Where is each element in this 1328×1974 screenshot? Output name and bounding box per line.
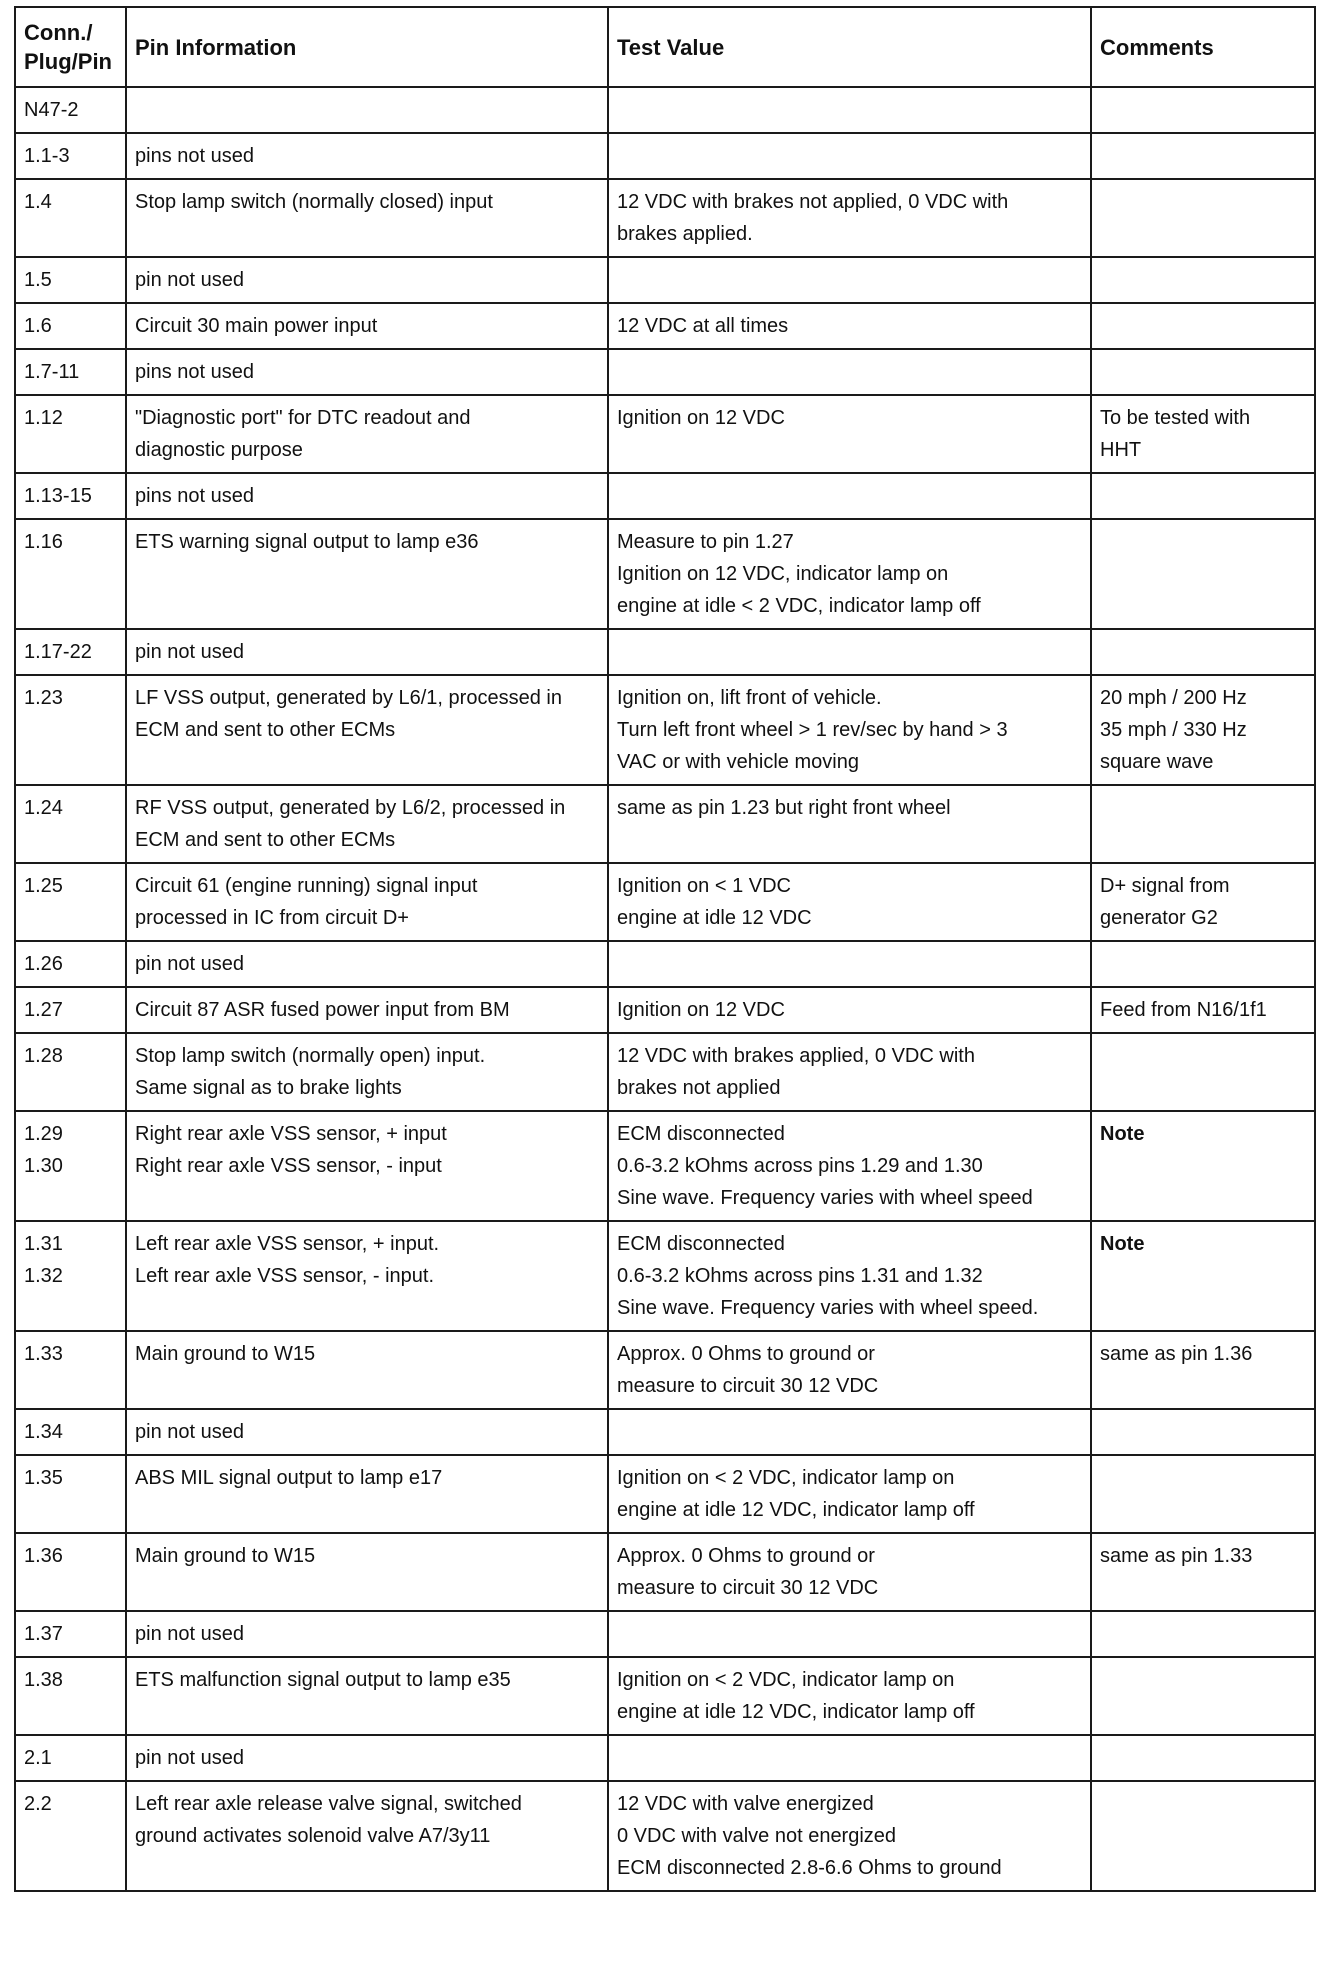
pin-info-cell: pins not used xyxy=(126,349,608,395)
pin-cell: 1.28 xyxy=(15,1033,126,1111)
table-row xyxy=(15,519,1315,629)
test-value-cell: Ignition on 12 VDC xyxy=(608,395,1091,473)
comments-cell xyxy=(1091,519,1315,629)
comments-cell xyxy=(1091,179,1315,257)
table-row xyxy=(15,349,1315,395)
test-value-cell xyxy=(608,941,1091,987)
pin-info-cell: Left rear axle release valve signal, switched ground activates solenoid valve A7/3y11 xyxy=(126,1781,608,1891)
test-value-cell xyxy=(608,1611,1091,1657)
pin-info-cell: Stop lamp switch (normally open) input. Same signal as to brake lights xyxy=(126,1033,608,1111)
pin-info-cell: RF VSS output, generated by L6/2, processed in ECM and sent to other ECMs xyxy=(126,785,608,863)
table-row xyxy=(15,1657,1315,1735)
test-value-cell: 12 VDC at all times xyxy=(608,303,1091,349)
pin-info-cell: Main ground to W15 xyxy=(126,1533,608,1611)
comments-cell xyxy=(1091,303,1315,349)
pin-info-cell: pin not used xyxy=(126,1735,608,1781)
pin-info-cell: ETS warning signal output to lamp e36 xyxy=(126,519,608,629)
comments-cell xyxy=(1091,1657,1315,1735)
table-row xyxy=(15,1611,1315,1657)
comments-cell xyxy=(1091,349,1315,395)
comments-cell xyxy=(1091,257,1315,303)
pin-info-cell: Right rear axle VSS sensor, + input Right rear axle VSS sensor, - input xyxy=(126,1111,608,1221)
comments-cell: To be tested with HHT xyxy=(1091,395,1315,473)
table-row xyxy=(15,1455,1315,1533)
header-row xyxy=(15,7,1315,87)
test-value-cell xyxy=(608,257,1091,303)
pin-info-cell: pins not used xyxy=(126,473,608,519)
test-value-cell xyxy=(608,87,1091,133)
comments-cell xyxy=(1091,1409,1315,1455)
pin-table xyxy=(14,6,1316,1892)
table-row xyxy=(15,179,1315,257)
pin-cell: 1.37 xyxy=(15,1611,126,1657)
pin-cell: 1.34 xyxy=(15,1409,126,1455)
table-body xyxy=(15,87,1315,1891)
table-row xyxy=(15,1781,1315,1891)
comments-cell: Feed from N16/1f1 xyxy=(1091,987,1315,1033)
table-row xyxy=(15,1221,1315,1331)
test-value-cell: Ignition on, lift front of vehicle. Turn left front wheel > 1 rev/sec by hand > 3 VAC or with vehicle moving xyxy=(608,675,1091,785)
pin-cell: 1.1-3 xyxy=(15,133,126,179)
test-value-cell: ECM disconnected 0.6-3.2 kOhms across pins 1.31 and 1.32 Sine wave. Frequency varies with wheel speed. xyxy=(608,1221,1091,1331)
comments-cell xyxy=(1091,1455,1315,1533)
pin-info-cell: ETS malfunction signal output to lamp e35 xyxy=(126,1657,608,1735)
pin-cell: 1.4 xyxy=(15,179,126,257)
table-row xyxy=(15,785,1315,863)
pin-cell: 1.13-15 xyxy=(15,473,126,519)
pin-cell: N47-2 xyxy=(15,87,126,133)
comments-cell xyxy=(1091,133,1315,179)
pin-cell: 1.27 xyxy=(15,987,126,1033)
comments-cell xyxy=(1091,1033,1315,1111)
table-row xyxy=(15,1111,1315,1221)
table-row xyxy=(15,87,1315,133)
test-value-cell: Measure to pin 1.27 Ignition on 12 VDC, indicator lamp on engine at idle < 2 VDC, indicator lamp off xyxy=(608,519,1091,629)
test-value-cell: same as pin 1.23 but right front wheel xyxy=(608,785,1091,863)
table-row xyxy=(15,133,1315,179)
comments-cell xyxy=(1091,1781,1315,1891)
test-value-cell xyxy=(608,1409,1091,1455)
table-row xyxy=(15,1735,1315,1781)
pin-cell: 1.23 xyxy=(15,675,126,785)
pin-info-cell: Circuit 61 (engine running) signal input processed in IC from circuit D+ xyxy=(126,863,608,941)
pin-info-cell: LF VSS output, generated by L6/1, processed in ECM and sent to other ECMs xyxy=(126,675,608,785)
pin-info-cell: "Diagnostic port" for DTC readout and diagnostic purpose xyxy=(126,395,608,473)
test-value-cell: Approx. 0 Ohms to ground or measure to circuit 30 12 VDC xyxy=(608,1331,1091,1409)
comments-cell xyxy=(1091,473,1315,519)
table-row xyxy=(15,395,1315,473)
table-row xyxy=(15,1033,1315,1111)
comments-cell xyxy=(1091,87,1315,133)
pin-cell: 1.35 xyxy=(15,1455,126,1533)
pin-cell: 1.31 1.32 xyxy=(15,1221,126,1331)
comments-cell: 20 mph / 200 Hz 35 mph / 330 Hz square wave xyxy=(1091,675,1315,785)
table-row xyxy=(15,473,1315,519)
test-value-cell: Ignition on < 2 VDC, indicator lamp on engine at idle 12 VDC, indicator lamp off xyxy=(608,1455,1091,1533)
test-value-cell xyxy=(608,473,1091,519)
table-row xyxy=(15,303,1315,349)
comments-cell: same as pin 1.36 xyxy=(1091,1331,1315,1409)
comments-cell: Note xyxy=(1091,1111,1315,1221)
test-value-cell: Ignition on < 2 VDC, indicator lamp on engine at idle 12 VDC, indicator lamp off xyxy=(608,1657,1091,1735)
table-row xyxy=(15,1331,1315,1409)
pin-info-cell: pin not used xyxy=(126,941,608,987)
pin-cell: 2.1 xyxy=(15,1735,126,1781)
test-value-cell xyxy=(608,629,1091,675)
comments-cell: same as pin 1.33 xyxy=(1091,1533,1315,1611)
table-row xyxy=(15,675,1315,785)
test-value-cell: ECM disconnected 0.6-3.2 kOhms across pins 1.29 and 1.30 Sine wave. Frequency varies with wheel speed xyxy=(608,1111,1091,1221)
pin-cell: 1.16 xyxy=(15,519,126,629)
comments-cell xyxy=(1091,941,1315,987)
table-row xyxy=(15,629,1315,675)
test-value-cell: 12 VDC with brakes not applied, 0 VDC with brakes applied. xyxy=(608,179,1091,257)
pin-cell: 1.38 xyxy=(15,1657,126,1735)
pin-cell: 1.7-11 xyxy=(15,349,126,395)
comments-cell xyxy=(1091,1735,1315,1781)
pin-info-cell: Left rear axle VSS sensor, + input. Left rear axle VSS sensor, - input. xyxy=(126,1221,608,1331)
test-value-cell xyxy=(608,349,1091,395)
header-pin-information: Pin Information xyxy=(126,7,608,87)
pin-cell: 1.12 xyxy=(15,395,126,473)
header-conn: Conn./ Plug/Pin xyxy=(15,7,126,87)
test-value-cell xyxy=(608,1735,1091,1781)
test-value-cell: Approx. 0 Ohms to ground or measure to circuit 30 12 VDC xyxy=(608,1533,1091,1611)
pin-cell: 1.5 xyxy=(15,257,126,303)
pin-info-cell xyxy=(126,87,608,133)
test-value-cell xyxy=(608,133,1091,179)
pin-info-cell: pin not used xyxy=(126,1409,608,1455)
header-test-value: Test Value xyxy=(608,7,1091,87)
pin-cell: 1.6 xyxy=(15,303,126,349)
pin-cell: 1.33 xyxy=(15,1331,126,1409)
pin-cell: 1.25 xyxy=(15,863,126,941)
pin-info-cell: pin not used xyxy=(126,1611,608,1657)
pin-cell: 1.29 1.30 xyxy=(15,1111,126,1221)
pin-info-cell: Main ground to W15 xyxy=(126,1331,608,1409)
pin-info-cell: pin not used xyxy=(126,257,608,303)
pin-info-cell: pin not used xyxy=(126,629,608,675)
pin-info-cell: Circuit 30 main power input xyxy=(126,303,608,349)
table-row xyxy=(15,863,1315,941)
pin-info-cell: Circuit 87 ASR fused power input from BM xyxy=(126,987,608,1033)
comments-cell: Note xyxy=(1091,1221,1315,1331)
test-value-cell: 12 VDC with valve energized 0 VDC with valve not energized ECM disconnected 2.8-6.6 Ohms to ground xyxy=(608,1781,1091,1891)
pin-cell: 1.36 xyxy=(15,1533,126,1611)
table-row xyxy=(15,1533,1315,1611)
pin-cell: 2.2 xyxy=(15,1781,126,1891)
test-value-cell: Ignition on < 1 VDC engine at idle 12 VDC xyxy=(608,863,1091,941)
test-value-cell: 12 VDC with brakes applied, 0 VDC with brakes not applied xyxy=(608,1033,1091,1111)
comments-cell xyxy=(1091,785,1315,863)
header-comments: Comments xyxy=(1091,7,1315,87)
pin-info-cell: pins not used xyxy=(126,133,608,179)
pin-info-cell: Stop lamp switch (normally closed) input xyxy=(126,179,608,257)
comments-cell: D+ signal from generator G2 xyxy=(1091,863,1315,941)
test-value-cell: Ignition on 12 VDC xyxy=(608,987,1091,1033)
pin-cell: 1.24 xyxy=(15,785,126,863)
table-row xyxy=(15,941,1315,987)
comments-cell xyxy=(1091,629,1315,675)
pin-cell: 1.26 xyxy=(15,941,126,987)
table-row xyxy=(15,257,1315,303)
pin-info-cell: ABS MIL signal output to lamp e17 xyxy=(126,1455,608,1533)
comments-cell xyxy=(1091,1611,1315,1657)
pin-cell: 1.17-22 xyxy=(15,629,126,675)
table-row xyxy=(15,987,1315,1033)
table-row xyxy=(15,1409,1315,1455)
